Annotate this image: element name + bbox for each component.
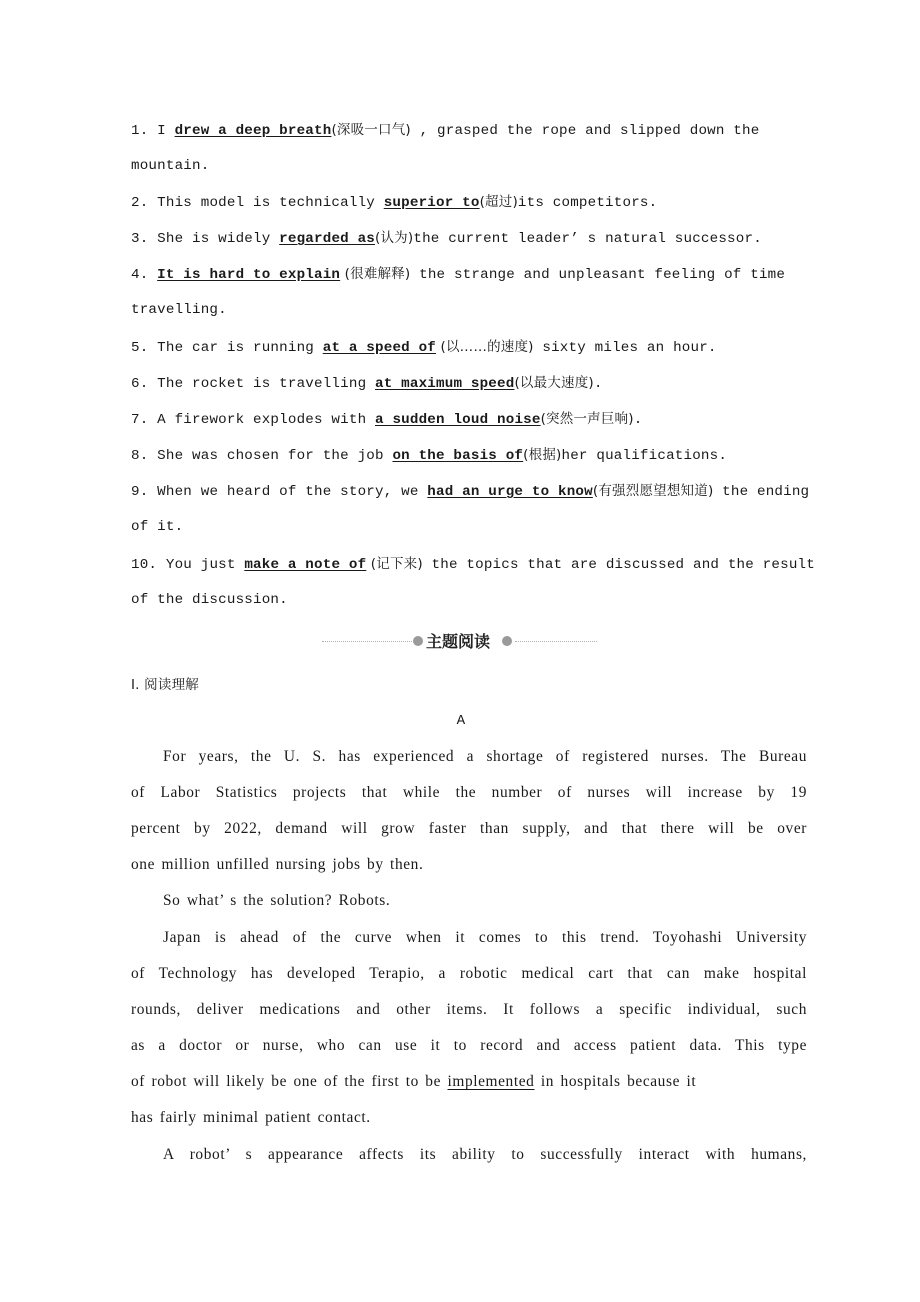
passage-line: A robot’ s appearance affects its ability to successfully interact with humans,	[163, 1146, 807, 1163]
exercise-item-9-cont: of it.	[131, 519, 184, 535]
exercise-item-10: 10. You just make a note of (记下来) the topics that are discussed and the result	[131, 556, 815, 573]
exercise-item-4-cont: travelling.	[131, 302, 227, 318]
chinese-gloss: (深吸一口气)	[331, 122, 411, 138]
exercise-item-10-cont: of the discussion.	[131, 592, 288, 608]
passage-line: of robot will likely be one of the first to be implemented in hospitals because it	[131, 1073, 697, 1090]
key-phrase: on the basis of	[392, 448, 524, 464]
exercise-item-5: 5. The car is running at a speed of (以……的速度) sixty miles an hour.	[131, 339, 717, 356]
bullet-dot-icon	[502, 636, 512, 646]
key-phrase: regarded as	[279, 231, 376, 247]
key-phrase: a sudden loud noise	[375, 412, 541, 428]
chinese-gloss: (超过)	[479, 194, 518, 210]
item-number: 9.	[131, 484, 149, 500]
key-phrase: It is hard to explain	[157, 267, 341, 283]
passage-line: has fairly minimal patient contact.	[131, 1109, 371, 1126]
item-number: 4.	[131, 267, 149, 283]
key-phrase: at a speed of	[322, 340, 437, 356]
passage-line: one million unfilled nursing jobs by then.	[131, 856, 424, 873]
underlined-vocab-word: implemented	[447, 1073, 535, 1090]
chinese-gloss: (记下来)	[366, 556, 423, 572]
chinese-gloss: (认为)	[375, 230, 414, 246]
passage-line: as a doctor or nurse, who can use it to record and access patient data. This type	[131, 1037, 807, 1054]
passage-line: Japan is ahead of the curve when it comes to this trend. Toyohashi University	[163, 929, 807, 946]
key-phrase: drew a deep breath	[174, 123, 332, 139]
item-number: 6.	[131, 376, 149, 392]
item-number: 1.	[131, 123, 149, 139]
section-title: 主题阅读	[426, 632, 491, 651]
item-number: 7.	[131, 412, 149, 428]
section-divider	[322, 630, 597, 654]
item-number: 5.	[131, 340, 149, 356]
exercise-item-8: 8. She was chosen for the job on the basis of(根据)her qualifications.	[131, 447, 728, 464]
passage-line: rounds, deliver medications and other items. It follows a specific individual, such	[131, 1001, 807, 1018]
passage-line: percent by 2022, demand will grow faster than supply, and that there will be over	[131, 820, 807, 837]
passage-label: A	[456, 713, 466, 729]
passage-line: For years, the U. S. has experienced a shortage of registered nurses. The Bureau	[163, 748, 807, 765]
chinese-gloss: (有强烈愿望想知道)	[592, 483, 714, 499]
key-phrase: superior to	[383, 195, 480, 211]
passage-line: of Technology has developed Terapio, a robotic medical cart that can make hospital	[131, 965, 807, 982]
exercise-item-9: 9. When we heard of the story, we had an urge to know(有强烈愿望想知道) the ending	[131, 483, 810, 500]
exercise-item-1: 1. I drew a deep breath(深吸一口气) , grasped the rope and slipped down the	[131, 122, 760, 139]
exercise-item-2: 2. This model is technically superior to(超过)its competitors.	[131, 194, 658, 211]
exercise-item-7: 7. A firework explodes with a sudden loud noise(突然一声巨响).	[131, 411, 643, 428]
item-number: 8.	[131, 448, 149, 464]
divider-rule-right	[515, 641, 597, 642]
passage-line: So what’ s the solution? Robots.	[163, 892, 391, 909]
item-number: 2.	[131, 195, 149, 211]
key-phrase: make a note of	[244, 557, 367, 573]
key-phrase: at maximum speed	[375, 376, 515, 392]
chinese-gloss: (以……的速度)	[436, 339, 534, 355]
section-label: Ⅰ. 阅读理解	[131, 677, 199, 693]
exercise-item-1-cont: mountain.	[131, 158, 210, 174]
item-number: 3.	[131, 231, 149, 247]
item-number: 10.	[131, 557, 158, 573]
exercise-item-3: 3. She is widely regarded as(认为)the current leader’ s natural successor.	[131, 230, 762, 247]
bullet-dot-icon	[413, 636, 423, 646]
chinese-gloss: (突然一声巨响)	[540, 411, 634, 427]
chinese-gloss: (很难解释)	[340, 266, 411, 282]
exercise-item-4: 4. It is hard to explain (很难解释) the strange and unpleasant feeling of time	[131, 266, 786, 283]
exercise-item-6: 6. The rocket is travelling at maximum speed(以最大速度).	[131, 375, 603, 392]
chinese-gloss: (以最大速度)	[514, 375, 594, 391]
key-phrase: had an urge to know	[427, 484, 593, 500]
chinese-gloss: (根据)	[523, 447, 562, 463]
divider-rule-left	[322, 641, 412, 642]
passage-line: of Labor Statistics projects that while the number of nurses will increase by 19	[131, 784, 807, 801]
